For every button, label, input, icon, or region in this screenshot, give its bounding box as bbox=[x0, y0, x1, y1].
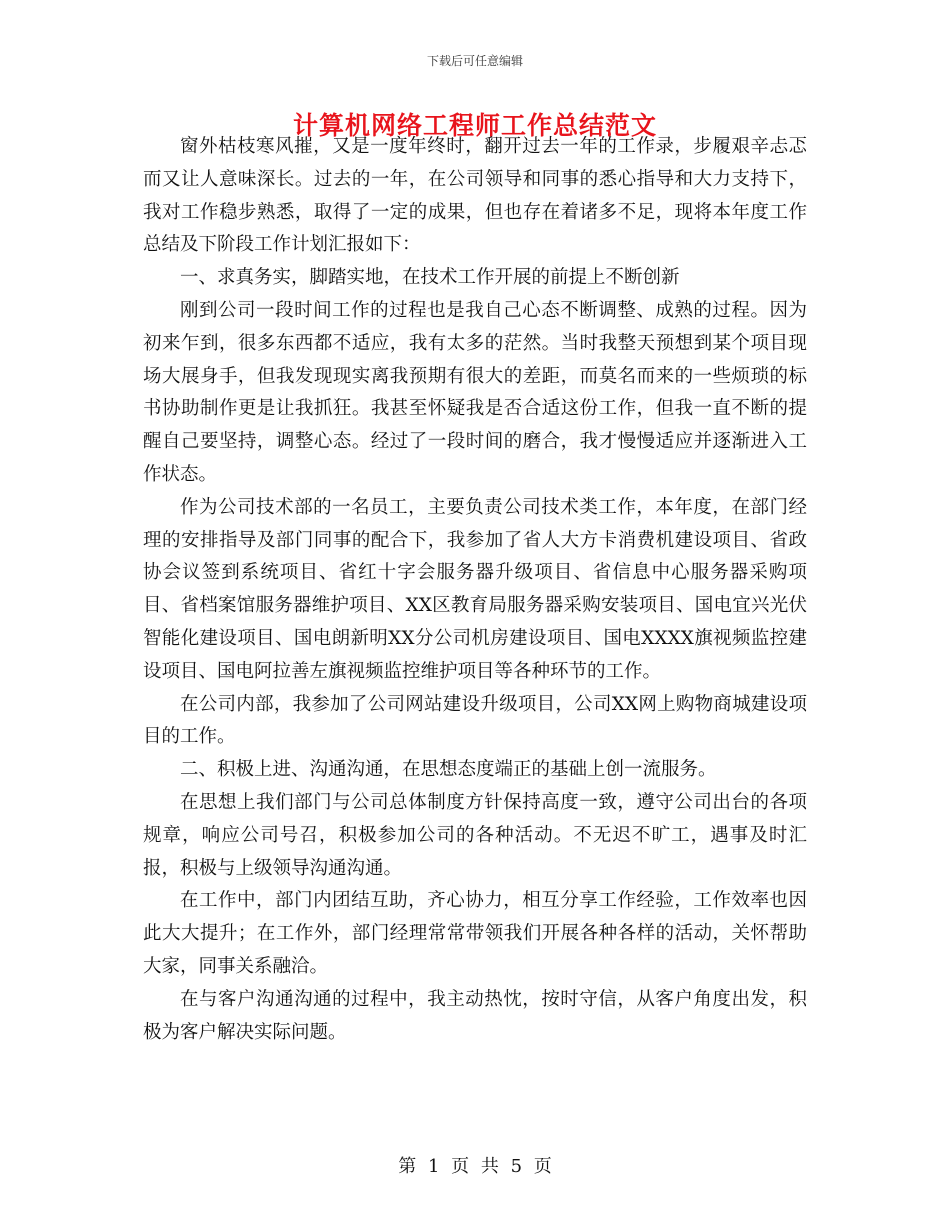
footer-prefix: 第 bbox=[398, 1156, 417, 1177]
current-page-number: 1 bbox=[427, 1156, 440, 1177]
paragraph-intro: 窗外枯枝寒风摧，又是一度年终时，翻开过去一年的工作录，步履艰辛忐忑而又让人意味深长。过去的一年，在公司领导和同事的悉心指导和大力支持下，我对工作稳步熟悉，取得了一定的成果，但也存在着诸多不足，现将本年度工作总结及下阶段工作计划汇报如下： bbox=[143, 136, 807, 256]
document-title: 计算机网络工程师工作总结范文 bbox=[292, 111, 657, 140]
document-body bbox=[143, 131, 807, 1049]
total-page-count: 5 bbox=[510, 1156, 523, 1177]
paragraph: 在公司内部，我参加了公司网站建设升级项目，公司XX网上购物商城建设项目的工作。 bbox=[143, 693, 807, 748]
paragraph: 在思想上我们部门与公司总体制度方针保持高度一致，遵守公司出台的各项规章，响应公司号召，积极参加公司的各种活动。不无迟不旷工，遇事及时汇报，积极与上级领导沟通沟通。 bbox=[143, 791, 807, 879]
footer-suffix: 页 bbox=[533, 1156, 552, 1177]
footer-total-word: 共 bbox=[480, 1156, 499, 1177]
header-note: 下载后可任意编辑 bbox=[426, 54, 523, 68]
paragraph: 作为公司技术部的一名员工，主要负责公司技术类工作，本年度，在部门经理的安排指导及部门同事的配合下，我参加了省人大方卡消费机建设项目、省政协会议签到系统项目、省红十字会服务器升级项目、省信息中心服务器采购项目、省档案馆服务器维护项目、XX区教育局服务器采购安装项目、国电宜兴光伏智能化建设项目、国电朗新明XX分公司机房建设项目、国电XXXX旗视频监控建设项目、国电阿拉善左旗视频监控维护项目等各种环节的工作。 bbox=[143, 496, 807, 682]
section-heading-2: 二、积极上进、沟通沟通，在思想态度端正的基础上创一流服务。 bbox=[180, 759, 717, 781]
footer-page-word: 页 bbox=[451, 1156, 470, 1177]
paragraph: 在与客户沟通沟通的过程中，我主动热忱，按时守信，从客户角度出发，积极为客户解决实际问题。 bbox=[143, 988, 807, 1043]
page-footer bbox=[0, 1152, 950, 1178]
section-heading-1: 一、求真务实，脚踏实地，在技术工作开展的前提上不断创新 bbox=[180, 267, 680, 289]
paragraph: 刚到公司一段时间工作的过程也是我自己心态不断调整、成熟的过程。因为初来乍到，很多东西都不适应，我有太多的茫然。当时我整天预想到某个项目现场大展身手，但我发现现实离我预期有很大的差距，而莫名而来的一些烦琐的标书协助制作更是让我抓狂。我甚至怀疑我是否合适这份工作，但我一直不断的提醒自己要坚持，调整心态。经过了一段时间的磨合，我才慢慢适应并逐渐进入工作状态。 bbox=[143, 299, 807, 485]
paragraph: 在工作中，部门内团结互助，齐心协力，相互分享工作经验，工作效率也因此大大提升；在工作外，部门经理常常带领我们开展各种各样的活动，关怀帮助大家，同事关系融洽。 bbox=[143, 890, 807, 977]
